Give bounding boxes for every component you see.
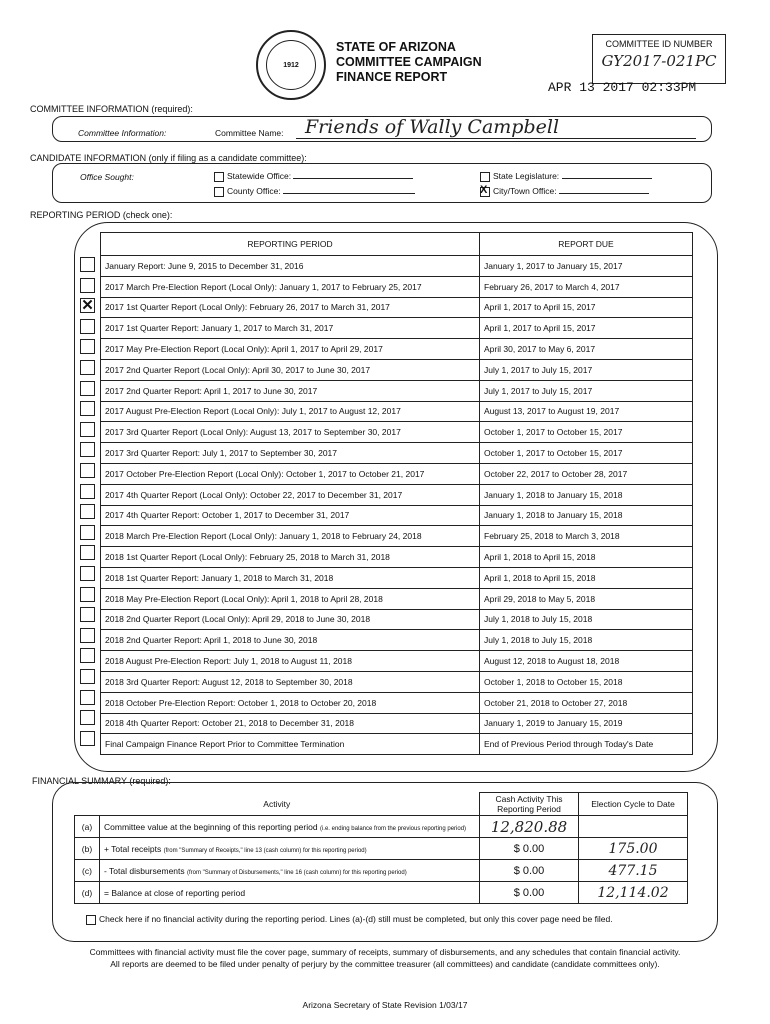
period-due-dates: January 1, 2018 to January 15, 2018	[480, 505, 693, 526]
period-due-dates: January 1, 2018 to January 15, 2018	[480, 484, 693, 505]
title-line-1: STATE OF ARIZONA	[336, 40, 456, 54]
committee-id-value[interactable]: GY2017-021PC	[601, 52, 717, 70]
financial-row-activity	[100, 816, 480, 838]
period-checkbox[interactable]	[80, 360, 95, 375]
period-description: 2018 4th Quarter Report: October 21, 2018 to December 31, 2018	[101, 713, 480, 734]
period-due-dates: February 26, 2017 to March 4, 2017	[480, 276, 693, 297]
financial-row-cash[interactable]: $ 0.00	[480, 882, 579, 904]
col-activity: Activity	[75, 793, 480, 816]
reporting-period-row	[101, 547, 693, 568]
period-due-dates: January 1, 2017 to January 15, 2017	[480, 256, 693, 277]
financial-row-cash[interactable]: $ 0.00	[480, 860, 579, 882]
period-checkbox[interactable]	[80, 607, 95, 622]
county-office-label: County Office:	[227, 186, 281, 196]
reporting-period-row	[101, 443, 693, 464]
office-sought-label: Office Sought:	[80, 172, 134, 182]
period-checkbox[interactable]	[80, 422, 95, 437]
reporting-period-row	[101, 380, 693, 401]
financial-row-label: - Total disbursements	[104, 865, 185, 876]
period-due-dates: July 1, 2018 to July 15, 2018	[480, 609, 693, 630]
financial-row-cash[interactable]: $ 0.00	[480, 838, 579, 860]
period-description: 2017 October Pre-Election Report (Local Only): October 1, 2017 to October 21, 2017	[101, 463, 480, 484]
period-description: 2017 March Pre-Election Report (Local Only): January 1, 2017 to February 25, 2017	[101, 276, 480, 297]
period-description: 2017 1st Quarter Report: January 1, 2017 to March 31, 2017	[101, 318, 480, 339]
period-description: 2018 3rd Quarter Report: August 12, 2018 to September 30, 2018	[101, 671, 480, 692]
period-due-dates: July 1, 2017 to July 15, 2017	[480, 359, 693, 380]
reporting-period-row	[101, 276, 693, 297]
period-checkbox[interactable]	[80, 545, 95, 560]
period-due-dates: October 21, 2018 to October 27, 2018	[480, 692, 693, 713]
period-checkbox[interactable]	[80, 319, 95, 334]
period-due-dates: October 22, 2017 to October 28, 2017	[480, 463, 693, 484]
reporting-period-row	[101, 671, 693, 692]
reporting-period-row	[101, 526, 693, 547]
period-due-dates: April 1, 2018 to April 15, 2018	[480, 547, 693, 568]
city-town-office-label: City/Town Office:	[493, 186, 557, 196]
period-checkbox[interactable]	[80, 257, 95, 272]
period-checkbox[interactable]	[80, 690, 95, 705]
financial-row-note: (from "Summary of Disbursements," line 16 (cash column) for this reporting period)	[187, 869, 407, 876]
financial-row-note: (i.e. ending balance from the previous reporting period)	[319, 825, 467, 832]
reporting-period-header-row	[101, 233, 693, 256]
committee-name-field[interactable]: Friends of Wally Campbell	[305, 116, 560, 138]
period-description: 2018 1st Quarter Report (Local Only): February 25, 2018 to March 31, 2018	[101, 547, 480, 568]
reporting-period-row	[101, 318, 693, 339]
form-title	[336, 40, 482, 85]
financial-row-activity	[100, 882, 480, 904]
period-description: 2017 1st Quarter Report (Local Only): February 26, 2017 to March 31, 2017	[101, 297, 480, 318]
committee-info-section-label: COMMITTEE INFORMATION (required):	[30, 104, 193, 114]
period-checkbox[interactable]	[80, 339, 95, 354]
city-town-office-line	[559, 193, 649, 194]
title-line-2: COMMITTEE CAMPAIGN	[336, 55, 482, 69]
period-due-dates: August 13, 2017 to August 19, 2017	[480, 401, 693, 422]
financial-row	[75, 882, 688, 904]
committee-id-box	[592, 34, 726, 84]
statewide-office-checkbox[interactable]	[214, 172, 224, 182]
period-due-dates: April 1, 2018 to April 15, 2018	[480, 567, 693, 588]
period-due-dates: July 1, 2018 to July 15, 2018	[480, 630, 693, 651]
period-checkbox[interactable]	[80, 710, 95, 725]
col-reporting-period: REPORTING PERIOD	[101, 233, 480, 256]
state-legislature-option[interactable]	[480, 171, 652, 182]
reporting-period-row	[101, 505, 693, 526]
seal-year: 1912	[266, 40, 316, 90]
state-legislature-label: State Legislature:	[493, 171, 560, 181]
period-checkbox[interactable]	[80, 566, 95, 581]
reporting-period-row	[101, 734, 693, 755]
reporting-period-row	[101, 692, 693, 713]
financial-row-label: Committee value at the beginning of this reporting period	[104, 821, 318, 832]
financial-row-letter: (a)	[75, 816, 100, 838]
state-seal	[256, 30, 326, 100]
reporting-period-row	[101, 422, 693, 443]
financial-row-label: = Balance at close of reporting period	[104, 887, 246, 898]
financial-row-cycle[interactable]: 175.00	[579, 838, 688, 860]
candidate-info-section-label: CANDIDATE INFORMATION (only if filing as a candidate committee):	[30, 153, 307, 163]
financial-row-activity	[100, 860, 480, 882]
period-description: January Report: June 9, 2015 to December 31, 2016	[101, 256, 480, 277]
period-due-dates: October 1, 2017 to October 15, 2017	[480, 422, 693, 443]
state-legislature-checkbox[interactable]	[480, 172, 490, 182]
statewide-office-label: Statewide Office:	[227, 171, 292, 181]
reporting-period-row	[101, 339, 693, 360]
period-due-dates: End of Previous Period through Today's Date	[480, 734, 693, 755]
no-activity-option[interactable]	[86, 914, 613, 925]
reporting-period-row	[101, 401, 693, 422]
financial-summary-table	[74, 792, 688, 904]
period-description: 2017 3rd Quarter Report: July 1, 2017 to September 30, 2017	[101, 443, 480, 464]
state-legislature-line	[562, 178, 652, 179]
revision-note: Arizona Secretary of State Revision 1/03/17	[302, 1000, 468, 1010]
period-due-dates: April 1, 2017 to April 15, 2017	[480, 297, 693, 318]
col-election-cycle: Election Cycle to Date	[579, 793, 688, 816]
financial-row-letter: (d)	[75, 882, 100, 904]
statewide-office-option[interactable]	[214, 171, 413, 182]
financial-row-letter: (b)	[75, 838, 100, 860]
reporting-period-row	[101, 609, 693, 630]
period-checkbox[interactable]	[80, 669, 95, 684]
period-checkbox[interactable]	[80, 401, 95, 416]
financial-row-cash[interactable]: 12,820.88	[480, 816, 579, 838]
period-description: 2017 4th Quarter Report (Local Only): October 22, 2017 to December 31, 2017	[101, 484, 480, 505]
period-description: 2017 2nd Quarter Report: April 1, 2017 to June 30, 2017	[101, 380, 480, 401]
reporting-period-row	[101, 713, 693, 734]
period-checkbox[interactable]	[80, 628, 95, 643]
footer-line-1: Committees with financial activity must file the cover page, summary of receipts, summary of disbursements, and any schedules that contain financial activity.	[89, 947, 681, 957]
period-description: 2017 3rd Quarter Report (Local Only): August 13, 2017 to September 30, 2017	[101, 422, 480, 443]
financial-row-cycle[interactable]	[579, 816, 688, 838]
period-description: 2018 2nd Quarter Report (Local Only): April 29, 2018 to June 30, 2018	[101, 609, 480, 630]
period-due-dates: October 1, 2017 to October 15, 2017	[480, 443, 693, 464]
financial-row-activity	[100, 838, 480, 860]
financial-row-letter: (c)	[75, 860, 100, 882]
footer-notice	[40, 946, 730, 970]
reporting-period-table	[100, 232, 693, 755]
city-town-office-option[interactable]	[480, 183, 649, 197]
period-checkbox[interactable]	[80, 525, 95, 540]
period-description: 2018 1st Quarter Report: January 1, 2018 to March 31, 2018	[101, 567, 480, 588]
reporting-period-row	[101, 359, 693, 380]
financial-row-cycle[interactable]: 12,114.02	[579, 882, 688, 904]
period-checkbox[interactable]	[80, 587, 95, 602]
period-checkbox[interactable]	[80, 484, 95, 499]
financial-row	[75, 860, 688, 882]
county-office-checkbox[interactable]	[214, 187, 224, 197]
reporting-period-row	[101, 651, 693, 672]
period-description: 2018 May Pre-Election Report (Local Only): April 1, 2018 to April 28, 2018	[101, 588, 480, 609]
period-due-dates: April 30, 2017 to May 6, 2017	[480, 339, 693, 360]
period-checkbox[interactable]	[80, 442, 95, 457]
reporting-period-row	[101, 297, 693, 318]
reporting-period-row	[101, 484, 693, 505]
period-due-dates: January 1, 2019 to January 15, 2019	[480, 713, 693, 734]
period-description: 2017 May Pre-Election Report (Local Only): April 1, 2017 to April 29, 2017	[101, 339, 480, 360]
period-due-dates: October 1, 2018 to October 15, 2018	[480, 671, 693, 692]
period-description: 2017 2nd Quarter Report (Local Only): April 30, 2017 to June 30, 2017	[101, 359, 480, 380]
reporting-period-row	[101, 463, 693, 484]
period-due-dates: July 1, 2017 to July 15, 2017	[480, 380, 693, 401]
footer-line-2: All reports are deemed to be filed under penalty of perjury by the committee treasurer (all committees) and candidate (candidate committees only).	[110, 959, 660, 969]
col-report-due: REPORT DUE	[480, 233, 693, 256]
period-description: Final Campaign Finance Report Prior to Committee Termination	[101, 734, 480, 755]
period-checkbox[interactable]	[80, 731, 95, 746]
county-office-option[interactable]	[214, 186, 415, 197]
reporting-period-row	[101, 256, 693, 277]
period-description: 2017 4th Quarter Report: October 1, 2017 to December 31, 2017	[101, 505, 480, 526]
period-checkbox[interactable]	[80, 278, 95, 293]
title-line-3: FINANCE REPORT	[336, 70, 448, 84]
committee-info-row-label: Committee Information:	[78, 128, 167, 138]
period-checkbox[interactable]	[80, 381, 95, 396]
financial-summary-section-label: FINANCIAL SUMMARY (required):	[32, 776, 171, 786]
no-activity-text: Check here if no financial activity during the reporting period. Lines (a)-(d) still must be completed, but only this cover page need be filed.	[99, 914, 613, 924]
committee-name-label: Committee Name:	[215, 128, 284, 138]
city-town-office-checkbox[interactable]: X	[480, 187, 490, 197]
period-description: 2018 2nd Quarter Report: April 1, 2018 to June 30, 2018	[101, 630, 480, 651]
reporting-period-row	[101, 588, 693, 609]
period-checkbox[interactable]	[80, 463, 95, 478]
period-description: 2018 August Pre-Election Report: July 1, 2018 to August 11, 2018	[101, 651, 480, 672]
period-due-dates: February 25, 2018 to March 3, 2018	[480, 526, 693, 547]
reporting-period-row	[101, 630, 693, 651]
period-checkbox[interactable]	[80, 504, 95, 519]
received-stamp: APR 13 2017 02:33PM	[548, 80, 697, 95]
county-office-line	[283, 193, 415, 194]
period-description: 2017 August Pre-Election Report (Local Only): July 1, 2017 to August 12, 2017	[101, 401, 480, 422]
period-checkbox[interactable]: ✕	[81, 297, 94, 315]
period-description: 2018 October Pre-Election Report: October 1, 2018 to October 20, 2018	[101, 692, 480, 713]
financial-row-cycle[interactable]: 477.15	[579, 860, 688, 882]
financial-row-note: (from "Summary of Receipts," line 13 (cash column) for this reporting period)	[163, 847, 367, 854]
period-due-dates: August 12, 2018 to August 18, 2018	[480, 651, 693, 672]
period-due-dates: April 29, 2018 to May 5, 2018	[480, 588, 693, 609]
financial-row	[75, 816, 688, 838]
committee-name-underline	[296, 138, 696, 139]
committee-id-label: COMMITTEE ID NUMBER	[605, 39, 713, 49]
financial-header-row	[75, 793, 688, 816]
period-description: 2018 March Pre-Election Report (Local Only): January 1, 2018 to February 24, 2018	[101, 526, 480, 547]
financial-row-label: + Total receipts	[104, 843, 162, 854]
period-due-dates: April 1, 2017 to April 15, 2017	[480, 318, 693, 339]
candidate-info-box	[52, 163, 712, 203]
statewide-office-line	[293, 178, 413, 179]
col-cash-activity: Cash Activity This Reporting Period	[480, 793, 579, 816]
no-activity-checkbox[interactable]	[86, 915, 96, 925]
reporting-period-row	[101, 567, 693, 588]
period-checkbox[interactable]	[80, 648, 95, 663]
reporting-period-section-label: REPORTING PERIOD (check one):	[30, 210, 173, 220]
financial-row	[75, 838, 688, 860]
